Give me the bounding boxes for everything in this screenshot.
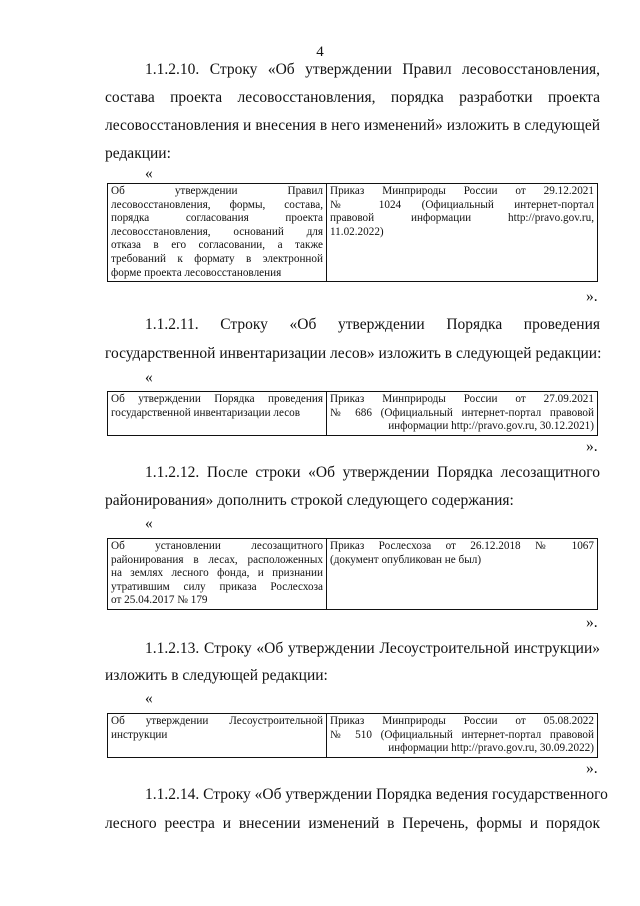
cell-line: лесовосстановления, оснований для	[111, 225, 323, 238]
table-row	[108, 714, 598, 758]
registry-table	[107, 391, 598, 436]
closing-quote: ».	[586, 614, 598, 631]
cell-line: Приказ Минприроды России от 29.12.2021	[330, 185, 594, 197]
table-row	[108, 184, 598, 282]
cell-line: Об утверждении Лесоустроительной	[111, 715, 323, 727]
paragraph-line: лесного реестра и внесении изменений в Перечень, формы и порядок	[105, 815, 600, 832]
opening-quote: «	[145, 515, 153, 532]
cell-line: порядка согласования проекта	[111, 212, 323, 225]
cell-line: форме проекта лесовосстановления	[111, 266, 282, 279]
paragraph-line: районирования» дополнить строкой следующего содержания:	[105, 492, 514, 509]
document-title-cell	[108, 392, 327, 436]
paragraph-line: состава проекта лесовосстановления, порядка разработки проекта	[105, 89, 600, 106]
paragraph-line: изложить в следующей редакции:	[105, 667, 328, 684]
document-title-cell	[108, 714, 327, 758]
paragraph-line: 1.1.2.14. Строку «Об утверждении Порядка ведения государственного	[145, 786, 608, 803]
cell-line: утратившим силу приказа Рослесхоза	[111, 580, 323, 593]
paragraph-line: 1.1.2.12. После строки «Об утверждении Порядка лесозащитного	[145, 464, 600, 481]
registry-table	[107, 713, 598, 758]
paragraph-line: государственной инвентаризации лесов» изложить в следующей редакции:	[105, 345, 602, 362]
cell-line: № 510 (Официальный интернет-портал правовой	[330, 728, 594, 741]
cell-line: информации http://pravo.gov.ru, 30.12.2021)	[388, 420, 594, 433]
cell-line: правовой информации http://pravo.gov.ru,	[330, 212, 594, 225]
cell-line: инструкции	[111, 728, 168, 741]
cell-line: Об утверждении Правил	[111, 185, 323, 197]
cell-line: требований к формату в электронной	[111, 252, 323, 265]
registry-table	[107, 538, 598, 610]
cell-line: районирования в лесах, расположенных	[111, 553, 323, 566]
document-title-cell	[108, 539, 327, 610]
cell-line: № 686 (Официальный интернет-портал правовой	[330, 406, 594, 419]
cell-line: 11.02.2022)	[330, 225, 384, 238]
document-details-cell	[327, 392, 598, 436]
paragraph-line: лесовосстановления и внесения в него изменений» изложить в следующей	[105, 117, 600, 134]
cell-line: от 25.04.2017 № 179	[111, 594, 208, 607]
cell-line: Приказ Минприроды России от 27.09.2021	[330, 393, 594, 405]
cell-line: (документ опубликован не был)	[330, 553, 482, 566]
cell-line: лесовосстановления, формы, состава,	[111, 198, 323, 211]
cell-line: Об утверждении Порядка проведения	[111, 393, 323, 405]
paragraph-line: 1.1.2.10. Строку «Об утверждении Правил лесовосстановления,	[145, 61, 600, 78]
opening-quote: «	[145, 369, 153, 386]
document-details-cell	[327, 714, 598, 758]
table-row	[108, 539, 598, 610]
document-title-cell	[108, 184, 327, 282]
cell-line: Приказ Рослесхоза от 26.12.2018 № 1067	[330, 540, 594, 552]
cell-line: Приказ Минприроды России от 05.08.2022	[330, 715, 594, 727]
cell-line: Об установлении лесозащитного	[111, 540, 323, 552]
cell-line: государственной инвентаризации лесов	[111, 406, 301, 419]
cell-line: информации http://pravo.gov.ru, 30.09.2022)	[388, 742, 594, 755]
cell-line: № 1024 (Официальный интернет-портал	[330, 198, 594, 211]
registry-table	[107, 183, 598, 282]
table-row	[108, 392, 598, 436]
document-details-cell	[327, 184, 598, 282]
paragraph-line: 1.1.2.13. Строку «Об утверждении Лесоустроительной инструкции»	[145, 640, 600, 657]
cell-line: на землях лесного фонда, и признании	[111, 567, 323, 580]
document-details-cell	[327, 539, 598, 610]
opening-quote: «	[145, 165, 153, 182]
closing-quote: ».	[586, 760, 598, 777]
opening-quote: «	[145, 690, 153, 707]
paragraph-line: редакции:	[105, 145, 171, 162]
cell-line: отказа в его согласовании, а также	[111, 239, 323, 252]
closing-quote: ».	[586, 438, 598, 455]
paragraph-line: 1.1.2.11. Строку «Об утверждении Порядка проведения	[145, 316, 600, 333]
closing-quote: ».	[586, 288, 598, 305]
page-number: 4	[316, 44, 324, 60]
